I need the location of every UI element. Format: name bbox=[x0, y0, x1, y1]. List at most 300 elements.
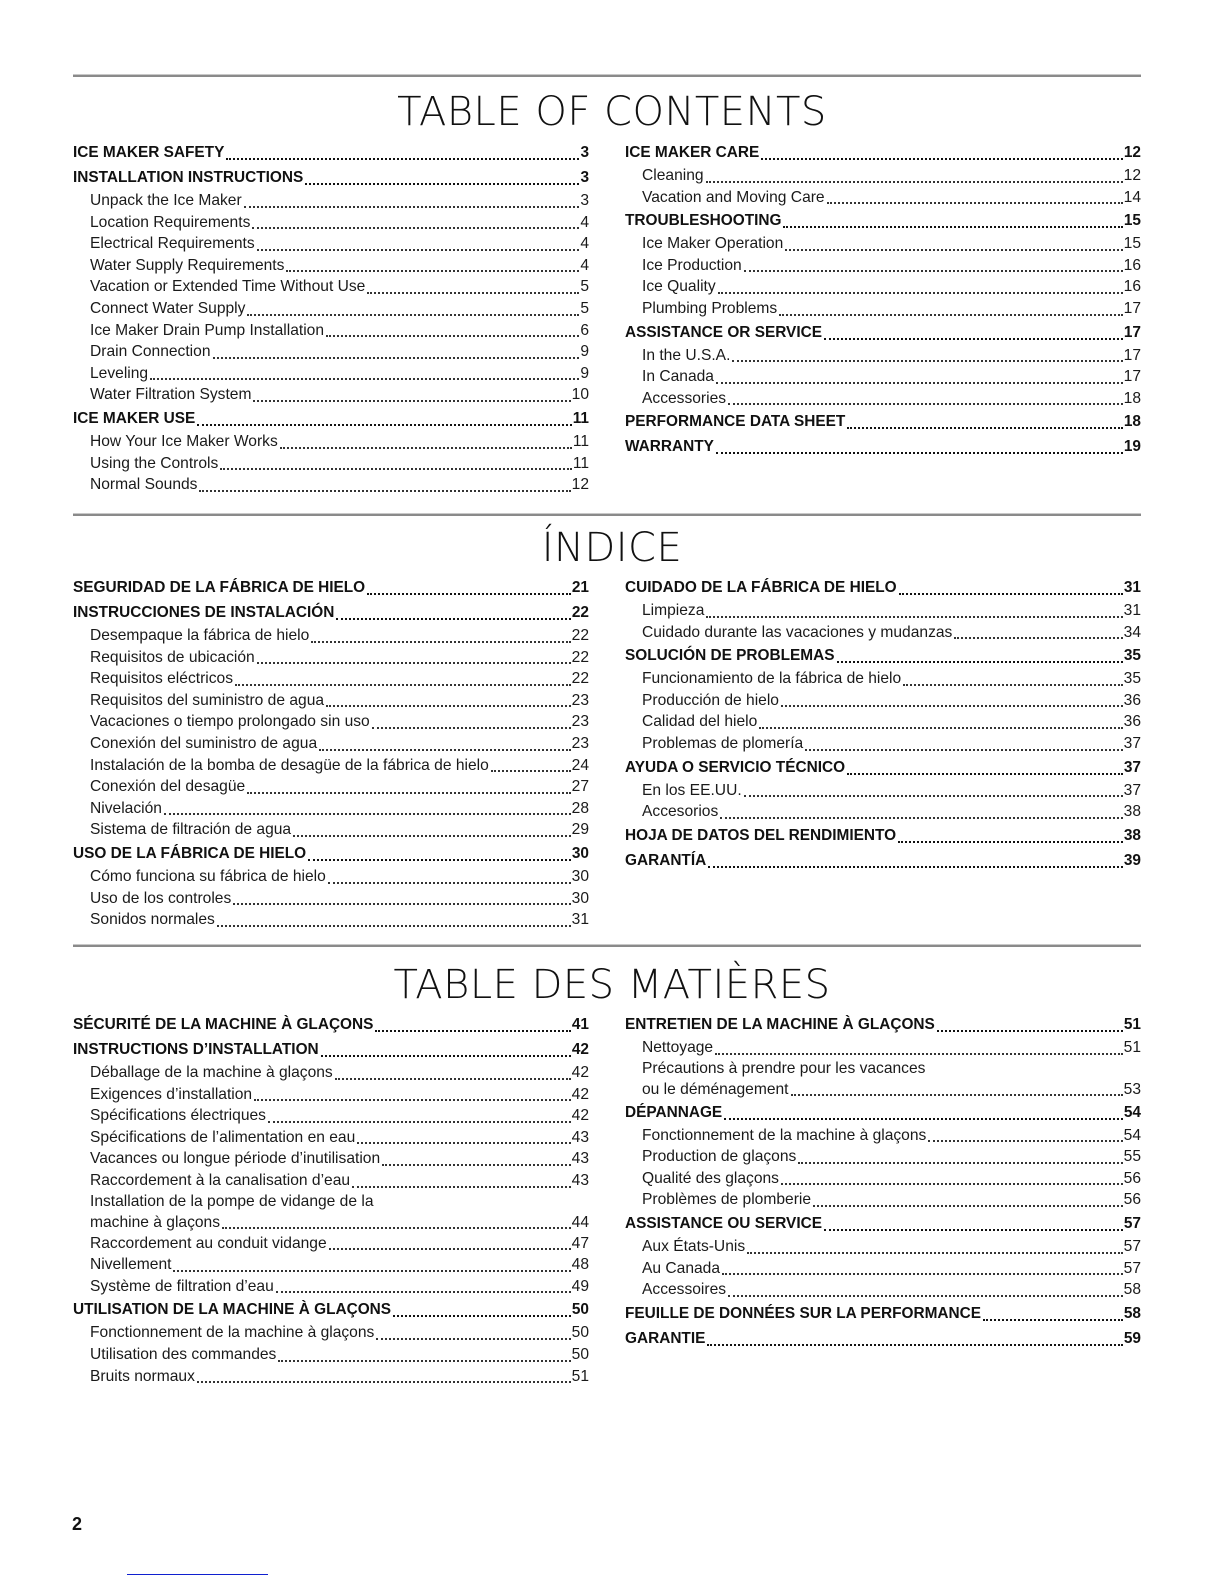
entry-page-number: 22 bbox=[571, 670, 589, 688]
dot-leader bbox=[728, 1291, 1123, 1297]
entry-label: Accessories bbox=[642, 389, 727, 407]
toc-heading-link[interactable] bbox=[73, 166, 589, 190]
dot-leader bbox=[847, 423, 1123, 429]
dot-leader bbox=[759, 723, 1122, 729]
entry-page-number: 30 bbox=[571, 844, 589, 862]
toc-heading-link[interactable] bbox=[625, 435, 1141, 459]
entry-page-number: 11 bbox=[572, 409, 589, 427]
entry-label: Vacation and Moving Care bbox=[642, 188, 825, 206]
entry-label: Problèmes de plomberie bbox=[642, 1191, 812, 1209]
toc-heading-link[interactable] bbox=[625, 209, 1141, 233]
dot-leader bbox=[937, 1026, 1123, 1032]
dot-leader bbox=[720, 813, 1122, 819]
toc-subentry-link[interactable] bbox=[73, 190, 589, 212]
dot-leader bbox=[983, 1315, 1123, 1321]
entry-page-number: 5 bbox=[580, 299, 589, 317]
toc-subentry-link[interactable] bbox=[625, 187, 1141, 209]
entry-label: ICE MAKER SAFETY bbox=[73, 144, 225, 161]
dot-leader bbox=[837, 657, 1123, 663]
toc-subentry-link[interactable] bbox=[625, 1258, 1141, 1280]
entry-page-number: 12 bbox=[1123, 167, 1141, 184]
toc-subentry-link[interactable] bbox=[625, 366, 1141, 388]
toc-title-english: TABLE OF CONTENTS bbox=[397, 89, 827, 135]
toc-subentry-link[interactable] bbox=[625, 1146, 1141, 1168]
entry-label: Qualité des glaçons bbox=[642, 1169, 779, 1187]
toc-subentry-link[interactable] bbox=[73, 474, 589, 496]
toc-subentry-link[interactable] bbox=[73, 233, 589, 255]
dot-leader bbox=[805, 745, 1122, 751]
toc-heading-link[interactable] bbox=[73, 576, 589, 600]
entry-page-number: 4 bbox=[580, 213, 589, 231]
entry-label: Location Requirements bbox=[90, 213, 251, 231]
toc-subentry-link[interactable] bbox=[73, 668, 589, 690]
dot-leader bbox=[220, 464, 572, 470]
dot-leader bbox=[813, 1201, 1123, 1207]
toc-heading-link[interactable] bbox=[73, 601, 589, 625]
dot-leader bbox=[744, 266, 1123, 272]
entry-page-number: 42 bbox=[571, 1107, 589, 1125]
entry-page-number: 9 bbox=[580, 364, 589, 382]
entry-label: Aux États-Unis bbox=[642, 1237, 746, 1255]
dot-leader bbox=[707, 1340, 1123, 1346]
entry-label: Raccordement au conduit vidange bbox=[90, 1234, 327, 1252]
toc-subentry-link[interactable] bbox=[73, 1148, 589, 1170]
toc-subentry-link[interactable] bbox=[73, 1322, 589, 1344]
toc-title-spanish: ÍNDICE bbox=[541, 525, 683, 571]
toc-heading-link[interactable] bbox=[625, 321, 1141, 345]
entry-page-number: 56 bbox=[1123, 1191, 1141, 1209]
dot-leader bbox=[276, 1287, 571, 1293]
entry-label-continued: ou le déménagement bbox=[642, 1080, 789, 1098]
entry-label-continued-row bbox=[90, 1212, 589, 1233]
dot-leader bbox=[173, 1266, 570, 1272]
toc-subentry-link[interactable] bbox=[625, 233, 1141, 255]
toc-heading-link[interactable] bbox=[73, 1298, 589, 1322]
toc-heading-link[interactable] bbox=[625, 1302, 1141, 1326]
dot-leader bbox=[257, 245, 580, 251]
entry-label: Uso de los controles bbox=[90, 889, 232, 907]
entry-page-number: 57 bbox=[1123, 1259, 1141, 1277]
toc-subentry-link[interactable] bbox=[73, 276, 589, 298]
toc-subentry-link[interactable] bbox=[625, 345, 1141, 367]
dot-leader bbox=[718, 288, 1123, 294]
entry-page-number: 18 bbox=[1123, 389, 1141, 407]
toc-subentry-link[interactable] bbox=[625, 733, 1141, 755]
entry-label: Calidad del hielo bbox=[642, 713, 758, 731]
toc-subentry-link[interactable] bbox=[625, 801, 1141, 823]
entry-label: Electrical Requirements bbox=[90, 235, 255, 253]
entry-page-number: 15 bbox=[1123, 235, 1141, 253]
toc-subentry-link[interactable] bbox=[73, 711, 589, 733]
entry-page-number: 3 bbox=[580, 192, 589, 209]
entry-page-number: 38 bbox=[1123, 826, 1141, 844]
entry-page-number: 30 bbox=[571, 889, 589, 907]
toc-heading-link[interactable] bbox=[73, 141, 589, 165]
toc-french-left-column bbox=[73, 1012, 589, 1387]
toc-subentry-link[interactable] bbox=[73, 625, 589, 647]
entry-page-number: 11 bbox=[572, 454, 589, 472]
entry-label: INSTRUCTIONS D’INSTALLATION bbox=[73, 1041, 319, 1058]
entry-label: Accessoires bbox=[642, 1281, 727, 1299]
dot-leader bbox=[217, 921, 571, 927]
entry-page-number: 3 bbox=[580, 169, 589, 186]
dot-leader bbox=[286, 266, 579, 272]
dot-leader bbox=[747, 1248, 1123, 1254]
entry-label: HOJA DE DATOS DEL RENDIMIENTO bbox=[625, 826, 897, 844]
entry-page-number: 39 bbox=[1123, 851, 1141, 869]
entry-page-number: 16 bbox=[1123, 278, 1141, 296]
entry-page-number: 23 bbox=[571, 713, 589, 731]
toc-heading-link[interactable] bbox=[625, 1101, 1141, 1125]
entry-label: Problemas de plomería bbox=[642, 734, 804, 752]
toc-heading-link[interactable] bbox=[625, 410, 1141, 434]
dot-leader bbox=[244, 202, 580, 208]
toc-subentry-link[interactable] bbox=[73, 798, 589, 820]
entry-label: Déballage de la machine à glaçons bbox=[90, 1064, 333, 1081]
dot-leader bbox=[903, 680, 1122, 686]
dot-leader bbox=[716, 448, 1123, 454]
entry-page-number: 41 bbox=[571, 1016, 589, 1033]
entry-page-number: 42 bbox=[571, 1085, 589, 1103]
toc-subentry-link[interactable] bbox=[625, 1037, 1141, 1059]
entry-label: Nettoyage bbox=[642, 1039, 714, 1056]
entry-page-number: 27 bbox=[571, 778, 589, 796]
entry-label: Limpieza bbox=[642, 602, 705, 619]
toc-heading-link[interactable] bbox=[625, 1013, 1141, 1037]
entry-page-number: 54 bbox=[1123, 1103, 1141, 1121]
entry-page-number: 51 bbox=[571, 1367, 589, 1385]
toc-subentry-link[interactable] bbox=[625, 668, 1141, 690]
dot-leader bbox=[744, 791, 1123, 797]
toc-subentry-link[interactable] bbox=[625, 622, 1141, 644]
dot-leader bbox=[319, 745, 571, 751]
entry-page-number: 21 bbox=[571, 579, 589, 596]
entry-label: Using the Controls bbox=[90, 454, 219, 472]
toc-heading-link[interactable] bbox=[73, 842, 589, 866]
entry-label: Instalación de la bomba de desagüe de la fábrica de hielo bbox=[90, 756, 489, 774]
dot-leader bbox=[326, 331, 579, 337]
dot-leader bbox=[150, 374, 579, 380]
toc-subentry-link[interactable] bbox=[73, 298, 589, 320]
dot-leader bbox=[235, 680, 571, 686]
entry-page-number: 34 bbox=[1123, 623, 1141, 641]
toc-heading-link[interactable] bbox=[73, 1038, 589, 1062]
toc-subentry-link[interactable] bbox=[625, 1189, 1141, 1211]
toc-heading-link[interactable] bbox=[73, 407, 589, 431]
dot-leader bbox=[226, 154, 579, 160]
entry-label: AYUDA O SERVICIO TÉCNICO bbox=[625, 758, 846, 776]
entry-label: Drain Connection bbox=[90, 343, 211, 361]
toc-subentry-link[interactable] bbox=[625, 165, 1141, 187]
dot-leader bbox=[382, 1160, 571, 1166]
entry-label: ASSISTANCE OR SERVICE bbox=[625, 323, 822, 341]
entry-page-number: 19 bbox=[1123, 438, 1141, 456]
toc-subentry-link[interactable] bbox=[625, 255, 1141, 277]
entry-label: Utilisation des commandes bbox=[90, 1345, 277, 1363]
toc-subentry-link[interactable] bbox=[73, 733, 589, 755]
entry-label: Conexión del suministro de agua bbox=[90, 734, 318, 752]
entry-page-number: 28 bbox=[571, 799, 589, 817]
entry-label: Bruits normaux bbox=[90, 1367, 195, 1385]
entry-page-number: 22 bbox=[571, 627, 589, 644]
entry-page-number: 9 bbox=[580, 343, 589, 361]
dot-leader bbox=[321, 1051, 571, 1057]
entry-label: Requisitos del suministro de agua bbox=[90, 691, 325, 709]
dot-leader bbox=[824, 334, 1123, 340]
entry-page-number: 50 bbox=[571, 1345, 589, 1363]
entry-label: Nivellement bbox=[90, 1256, 172, 1274]
toc-subentry-link[interactable] bbox=[625, 780, 1141, 802]
dot-leader bbox=[827, 198, 1123, 204]
toc-subentry-link[interactable] bbox=[73, 255, 589, 277]
entry-page-number: 54 bbox=[1123, 1126, 1141, 1144]
toc-subentry-link[interactable] bbox=[625, 298, 1141, 320]
entry-label: SOLUCIÓN DE PROBLEMAS bbox=[625, 647, 835, 665]
toc-subentry-link[interactable] bbox=[73, 776, 589, 798]
dot-leader bbox=[376, 1334, 570, 1340]
entry-page-number: 17 bbox=[1123, 346, 1141, 364]
entry-label: Vacaciones o tiempo prolongado sin uso bbox=[90, 713, 370, 731]
dot-leader bbox=[375, 1026, 570, 1032]
dot-leader bbox=[781, 1179, 1123, 1185]
dot-leader bbox=[222, 1223, 571, 1229]
entry-page-number: 23 bbox=[571, 734, 589, 752]
entry-label: Ice Maker Operation bbox=[642, 235, 784, 253]
dot-leader bbox=[728, 399, 1123, 405]
entry-page-number: 42 bbox=[571, 1041, 589, 1058]
entry-page-number: 30 bbox=[571, 867, 589, 885]
toc-subentry-link[interactable] bbox=[73, 755, 589, 777]
entry-page-number: 10 bbox=[571, 386, 589, 404]
dot-leader bbox=[293, 831, 571, 837]
dot-leader bbox=[706, 612, 1122, 618]
entry-label: SÉCURITÉ DE LA MACHINE À GLAÇONS bbox=[73, 1016, 374, 1033]
entry-page-number: 57 bbox=[1123, 1214, 1141, 1232]
toc-subentry-link[interactable] bbox=[625, 1125, 1141, 1147]
entry-page-number: 4 bbox=[580, 256, 589, 274]
entry-page-number: 12 bbox=[1123, 144, 1141, 161]
entry-page-number: 44 bbox=[571, 1213, 589, 1231]
toc-subentry-link[interactable] bbox=[73, 647, 589, 669]
entry-label: WARRANTY bbox=[625, 438, 714, 456]
entry-page-number: 29 bbox=[571, 821, 589, 839]
entry-page-number: 55 bbox=[1123, 1148, 1141, 1166]
toc-subentry-link[interactable] bbox=[73, 1105, 589, 1127]
entry-label: Leveling bbox=[90, 364, 149, 382]
toc-subentry-link[interactable] bbox=[73, 212, 589, 234]
entry-page-number: 36 bbox=[1123, 691, 1141, 709]
dot-leader bbox=[783, 222, 1122, 228]
toc-english-left-column bbox=[73, 140, 589, 496]
entry-label: Production de glaçons bbox=[642, 1148, 797, 1166]
toc-subentry-link[interactable] bbox=[73, 1276, 589, 1298]
dot-leader bbox=[254, 1095, 571, 1101]
toc-title-french: TABLE DES MATIÈRES bbox=[393, 962, 831, 1008]
toc-heading-link[interactable] bbox=[625, 1212, 1141, 1236]
toc-subentry-link[interactable] bbox=[73, 320, 589, 342]
entry-page-number: 17 bbox=[1123, 323, 1141, 341]
dot-leader bbox=[247, 788, 570, 794]
entry-label: ENTRETIEN DE LA MACHINE À GLAÇONS bbox=[625, 1016, 935, 1033]
toc-subentry-link[interactable] bbox=[73, 909, 589, 931]
toc-subentry-link[interactable] bbox=[73, 1254, 589, 1276]
dot-leader bbox=[706, 177, 1123, 183]
entry-page-number: 31 bbox=[571, 911, 589, 929]
toc-subentry-link[interactable] bbox=[73, 363, 589, 385]
toc-subentry-link[interactable] bbox=[625, 388, 1141, 410]
entry-page-number: 35 bbox=[1123, 647, 1141, 665]
toc-subentry-link[interactable] bbox=[625, 600, 1141, 622]
entry-label: Au Canada bbox=[642, 1259, 721, 1277]
toc-subentry-link[interactable] bbox=[73, 1233, 589, 1255]
entry-label: TROUBLESHOOTING bbox=[625, 212, 782, 230]
entry-label: Installation de la pompe de vidange de la bbox=[90, 1192, 374, 1210]
entry-page-number: 51 bbox=[1123, 1039, 1141, 1056]
entry-page-number: 53 bbox=[1123, 1080, 1141, 1098]
toc-subentry-link[interactable] bbox=[73, 1192, 589, 1233]
toc-subentry-link[interactable] bbox=[625, 1168, 1141, 1190]
toc-subentry-link[interactable] bbox=[73, 690, 589, 712]
section-divider-french bbox=[73, 944, 1141, 947]
entry-label: USO DE LA FÁBRICA DE HIELO bbox=[73, 844, 307, 862]
entry-page-number: 24 bbox=[571, 756, 589, 774]
dot-leader bbox=[311, 637, 570, 643]
entry-label: ICE MAKER CARE bbox=[625, 144, 760, 161]
entry-label: Vacation or Extended Time Without Use bbox=[90, 278, 366, 296]
entry-page-number: 59 bbox=[1123, 1329, 1141, 1347]
toc-heading-link[interactable] bbox=[73, 1013, 589, 1037]
toc-subentry-link[interactable] bbox=[625, 1236, 1141, 1258]
toc-subentry-link[interactable] bbox=[73, 888, 589, 910]
toc-subentry-link[interactable] bbox=[73, 341, 589, 363]
toc-heading-link[interactable] bbox=[625, 1327, 1141, 1351]
entry-page-number: 58 bbox=[1123, 1281, 1141, 1299]
dot-leader bbox=[724, 1114, 1123, 1120]
entry-label-continued-row bbox=[642, 1079, 1141, 1100]
entry-label: Cleaning bbox=[642, 167, 704, 184]
entry-page-number: 5 bbox=[580, 278, 589, 296]
dot-leader bbox=[233, 899, 570, 905]
toc-subentry-link[interactable] bbox=[73, 819, 589, 841]
dot-leader bbox=[257, 658, 571, 664]
toc-heading-link[interactable] bbox=[625, 644, 1141, 668]
dot-leader bbox=[898, 837, 1123, 843]
entry-label: Cuidado durante las vacaciones y mudanzas bbox=[642, 623, 953, 641]
link-underline bbox=[127, 1574, 268, 1575]
page-number: 2 bbox=[72, 1514, 83, 1534]
entry-page-number: 56 bbox=[1123, 1169, 1141, 1187]
entry-label: Desempaque la fábrica de hielo bbox=[90, 627, 310, 644]
toc-subentry-link[interactable] bbox=[73, 431, 589, 453]
dot-leader bbox=[791, 1090, 1123, 1096]
entry-page-number: 23 bbox=[571, 691, 589, 709]
entry-page-number: 51 bbox=[1123, 1016, 1141, 1033]
entry-page-number: 57 bbox=[1123, 1237, 1141, 1255]
entry-label: How Your Ice Maker Works bbox=[90, 432, 278, 450]
entry-page-number: 38 bbox=[1123, 803, 1141, 821]
toc-heading-link[interactable] bbox=[625, 756, 1141, 780]
toc-subentry-link[interactable] bbox=[625, 1279, 1141, 1301]
entry-label: Normal Sounds bbox=[90, 476, 198, 494]
entry-label: Ice Quality bbox=[642, 278, 716, 296]
toc-subentry-link[interactable] bbox=[73, 1062, 589, 1084]
entry-page-number: 14 bbox=[1123, 188, 1141, 206]
entry-label: ASSISTANCE OU SERVICE bbox=[625, 1214, 822, 1232]
entry-page-number: 16 bbox=[1123, 256, 1141, 274]
dot-leader bbox=[199, 486, 570, 492]
entry-label: Ice Production bbox=[642, 256, 742, 274]
toc-heading-link[interactable] bbox=[625, 576, 1141, 600]
entry-label: CUIDADO DE LA FÁBRICA DE HIELO bbox=[625, 579, 897, 596]
entry-label: Vacances ou longue période d’inutilisation bbox=[90, 1150, 381, 1168]
toc-heading-link[interactable] bbox=[625, 849, 1141, 873]
dot-leader bbox=[336, 614, 571, 620]
dot-leader bbox=[824, 1225, 1123, 1231]
toc-spanish-right-column bbox=[625, 575, 1141, 873]
entry-page-number: 37 bbox=[1123, 758, 1141, 776]
dot-leader bbox=[352, 1182, 571, 1188]
entry-label: Water Filtration System bbox=[90, 386, 252, 404]
entry-page-number: 17 bbox=[1123, 299, 1141, 317]
dot-leader bbox=[280, 443, 572, 449]
dot-leader bbox=[847, 769, 1123, 775]
toc-subentry-link[interactable] bbox=[625, 1059, 1141, 1100]
toc-subentry-link[interactable] bbox=[625, 711, 1141, 733]
dot-leader bbox=[308, 855, 571, 861]
dot-leader bbox=[357, 1138, 570, 1144]
dot-leader bbox=[732, 356, 1122, 362]
entry-label: Requisitos eléctricos bbox=[90, 670, 234, 688]
entry-label: Plumbing Problems bbox=[642, 299, 778, 317]
entry-label: Funcionamiento de la fábrica de hielo bbox=[642, 670, 902, 688]
toc-subentry-link[interactable] bbox=[73, 866, 589, 888]
dot-leader bbox=[213, 353, 580, 359]
toc-heading-link[interactable] bbox=[625, 824, 1141, 848]
dot-leader bbox=[779, 310, 1122, 316]
entry-label: DÉPANNAGE bbox=[625, 1103, 723, 1121]
dot-leader bbox=[367, 288, 579, 294]
toc-subentry-link[interactable] bbox=[73, 1170, 589, 1192]
dot-leader bbox=[335, 1074, 571, 1080]
entry-label: SEGURIDAD DE LA FÁBRICA DE HIELO bbox=[73, 579, 366, 596]
entry-page-number: 50 bbox=[571, 1324, 589, 1342]
entry-page-number: 31 bbox=[1123, 579, 1141, 596]
toc-heading-link[interactable] bbox=[625, 141, 1141, 165]
toc-subentry-link[interactable] bbox=[73, 453, 589, 475]
entry-label: INSTALLATION INSTRUCTIONS bbox=[73, 169, 304, 186]
toc-subentry-link[interactable] bbox=[625, 276, 1141, 298]
toc-subentry-link[interactable] bbox=[73, 1084, 589, 1106]
entry-label: GARANTÍA bbox=[625, 851, 707, 869]
dot-leader bbox=[785, 245, 1122, 251]
entry-label: Conexión del desagüe bbox=[90, 778, 246, 796]
toc-subentry-link[interactable] bbox=[73, 1366, 589, 1388]
toc-subentry-link[interactable] bbox=[73, 384, 589, 406]
entry-label: Spécifications électriques bbox=[90, 1107, 266, 1125]
entry-label: Fonctionnement de la machine à glaçons bbox=[90, 1324, 375, 1342]
toc-subentry-link[interactable] bbox=[73, 1344, 589, 1366]
dot-leader bbox=[715, 1049, 1123, 1055]
dot-leader bbox=[954, 633, 1122, 639]
toc-subentry-link[interactable] bbox=[73, 1127, 589, 1149]
entry-page-number: 22 bbox=[571, 604, 589, 621]
toc-subentry-link[interactable] bbox=[625, 690, 1141, 712]
entry-page-number: 12 bbox=[571, 476, 589, 494]
entry-label: Ice Maker Drain Pump Installation bbox=[90, 321, 325, 339]
entry-page-number: 3 bbox=[580, 144, 589, 161]
entry-label: En los EE.UU. bbox=[642, 781, 742, 799]
toc-french-right-column bbox=[625, 1012, 1141, 1351]
